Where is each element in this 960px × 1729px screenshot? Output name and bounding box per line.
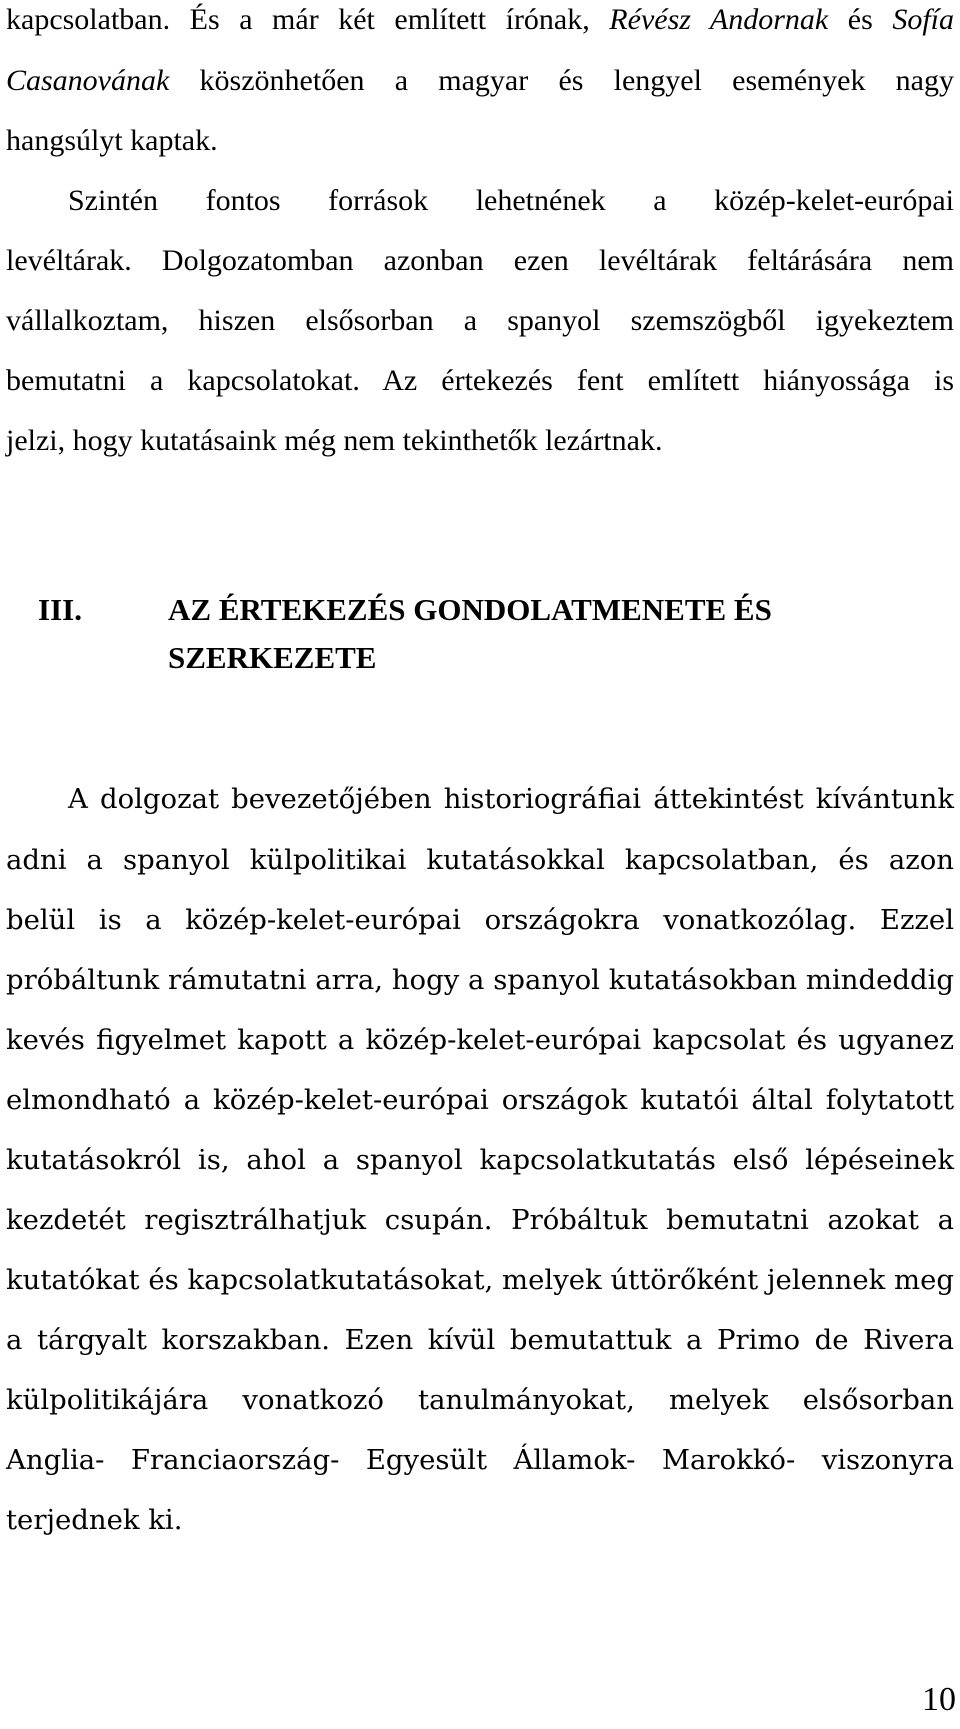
page-number: 10 <box>922 1681 956 1718</box>
section-title: AZ ÉRTEKEZÉS GONDOLATMENETE ÉS SZERKEZETE <box>168 592 772 675</box>
paragraph2-line-2: levéltárak. Dolgozatomban azonban ezen levéltárak feltárására nem <box>6 244 954 277</box>
paragraph3-line-6: elmondható a közép-kelet-európai országok kutatói által folytatott <box>6 1084 954 1116</box>
paragraph3-line-7: kutatásokról is, ahol a spanyol kapcsolatkutatás első lépéseinek <box>6 1144 954 1176</box>
author-name-casanova: Casanovának <box>6 64 170 97</box>
author-name-sofia: Sofía <box>892 3 954 36</box>
paragraph3-line-11: külpolitikájára vonatkozó tanulmányokat, melyek elsősorban <box>6 1384 954 1416</box>
paragraph3-line-12: Anglia- Franciaország- Egyesült Államok- Marokkó- viszonyra <box>6 1444 954 1476</box>
author-name-revesz: Révész Andornak <box>609 3 829 36</box>
paragraph3-line-4: próbáltunk rámutatni arra, hogy a spanyol kutatásokban mindeddig <box>6 964 954 996</box>
paragraph3-line-10: a tárgyalt korszakban. Ezen kívül bemutattuk a Primo de Rivera <box>6 1324 954 1356</box>
paragraph1-line-2: Casanovának köszönhetően a magyar és lengyel események nagy <box>6 64 954 97</box>
paragraph2-line-5: jelzi, hogy kutatásaink még nem tekinthetők lezártnak. <box>6 424 663 457</box>
paragraph3-line-2: adni a spanyol külpolitikai kutatásokkal kapcsolatban, és azon <box>6 844 954 876</box>
paragraph1-line-1: kapcsolatban. És a már két említett írónak, Révész Andornak és Sofía <box>6 3 954 36</box>
paragraph2-line-4: bemutatni a kapcsolatokat. Az értekezés fent említett hiányossága is <box>6 364 954 397</box>
paragraph3-line-5: kevés figyelmet kapott a közép-kelet-európai kapcsolat és ugyanez <box>6 1024 954 1056</box>
paragraph3-line-1: A dolgozat bevezetőjében historiográfiai áttekintést kívántunk <box>68 783 954 815</box>
paragraph3-line-13: terjednek ki. <box>6 1504 183 1536</box>
section-number: III. <box>38 592 82 627</box>
paragraph3-line-8: kezdetét regisztrálhatjuk csupán. Próbáltuk bemutatni azokat a <box>6 1204 954 1236</box>
paragraph2-line-3: vállalkoztam, hiszen elsősorban a spanyol szemszögből igyekeztem <box>6 304 954 337</box>
paragraph3-line-3: belül is a közép-kelet-európai országokra vonatkozólag. Ezzel <box>6 904 954 936</box>
paragraph2-line-1: Szintén fontos források lehetnének a közép-kelet-európai <box>68 184 954 217</box>
paragraph3-line-9: kutatókat és kapcsolatkutatásokat, melyek úttörőként jelennek meg <box>6 1264 954 1296</box>
paragraph1-line-3: hangsúlyt kaptak. <box>6 124 218 157</box>
